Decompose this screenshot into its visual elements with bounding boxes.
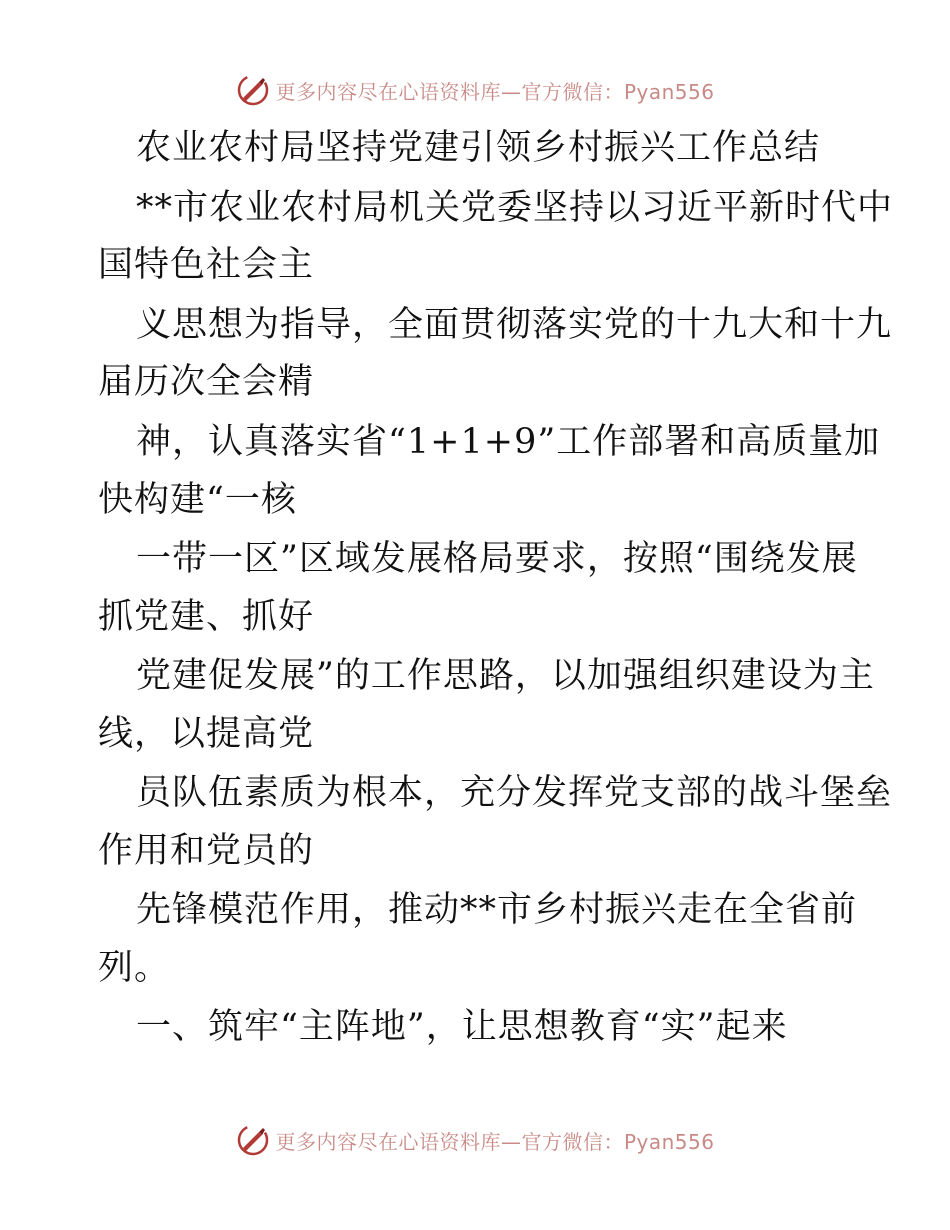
- paragraph-line: 神，认真落实省“1+1+9”工作部署和高质量加: [136, 422, 881, 462]
- paragraph-line: 一带一区”区域发展格局要求，按照“围绕发展: [136, 539, 858, 579]
- paragraph-line: 抓党建、抓好: [98, 597, 315, 637]
- paragraph-line: 员队伍素质为根本，充分发挥党支部的战斗堡垒: [136, 773, 893, 813]
- document-title: 农业农村局坚持党建引领乡村振兴工作总结: [136, 128, 821, 168]
- paragraph-line: 届历次全会精: [98, 362, 315, 402]
- section-heading: 一、筑牢“主阵地”，让思想教育“实”起来: [136, 1007, 788, 1047]
- paragraph-line: 先锋模范作用，推动**市乡村振兴走在全省前: [136, 890, 858, 930]
- paragraph-line: **市农业农村局机关党委坚持以习近平新时代中: [136, 188, 894, 228]
- paragraph-line: 列。: [98, 948, 171, 988]
- paragraph-line: 快构建“一核: [98, 480, 297, 520]
- paragraph-line: 义思想为指导，全面贯彻落实党的十九大和十九: [136, 305, 893, 345]
- paragraph-line: 线，以提高党: [98, 714, 315, 754]
- footer-watermark: [0, 1120, 950, 1160]
- pen-swirl-logo-icon: [235, 1122, 271, 1158]
- watermark-text: 更多内容尽在心语资料库—官方微信：Pyan556: [275, 1129, 715, 1154]
- watermark-text: 更多内容尽在心语资料库—官方微信：Pyan556: [275, 79, 715, 104]
- paragraph-line: 作用和党员的: [98, 831, 315, 871]
- paragraph-line: 国特色社会主: [98, 245, 315, 285]
- paragraph-line: 党建促发展”的工作思路，以加强组织建设为主: [136, 656, 875, 696]
